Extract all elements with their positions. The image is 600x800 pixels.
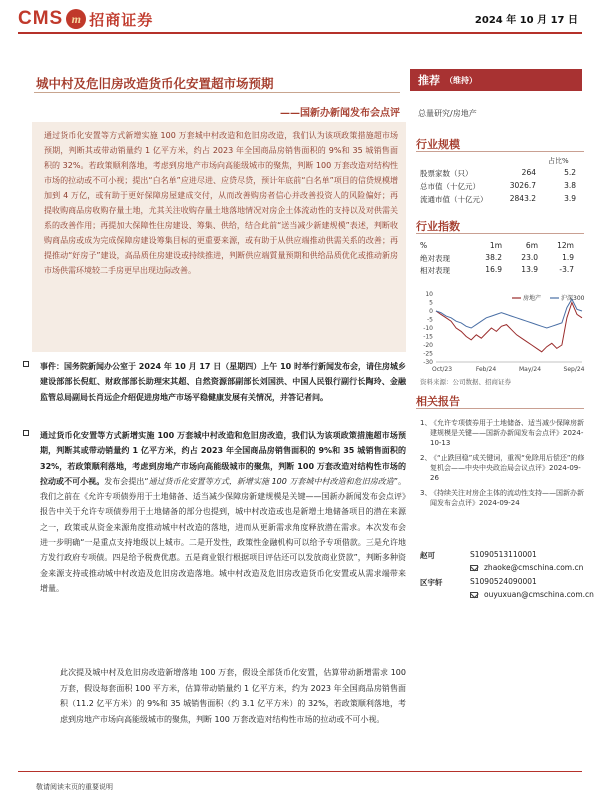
- scale-unit: 占比%: [548, 157, 569, 165]
- scale-row: [420, 168, 580, 179]
- perf-row-6m: 13.9: [521, 265, 538, 274]
- bullet-analysis: [40, 428, 406, 596]
- bullet-event-lead: 事件：: [40, 362, 65, 371]
- report-subtitle: ——国新办新闻发布会点评: [280, 108, 400, 119]
- y-tick-label: 5: [429, 299, 433, 307]
- scale-row: [420, 181, 580, 192]
- related-report-item[interactable]: [420, 453, 588, 483]
- scale-row-value: 264: [521, 168, 536, 177]
- related-report-number: 3、: [420, 489, 432, 497]
- analyst-name: 赵可: [420, 551, 435, 560]
- related-report-title: 《允许专项债券用于土地储备、适当减少保障房新建规模是关键——国新办新闻发布会点评》2024-10-13: [430, 419, 584, 447]
- y-tick-label: 10: [425, 291, 433, 298]
- logo-chinese: 招商证券: [89, 10, 154, 29]
- analyst-email-text[interactable]: zhaoke@cmschina.com.cn: [484, 563, 584, 572]
- legend-label: 房地产: [523, 295, 542, 302]
- x-tick-label: May/24: [518, 366, 542, 373]
- perf-row-12m: 1.9: [562, 253, 574, 262]
- rating-box: [410, 69, 582, 91]
- y-tick-label: -5: [427, 316, 433, 324]
- scale-section-title: 行业规模: [416, 138, 460, 151]
- y-tick-label: -25: [423, 350, 433, 358]
- perf-row-1m: 16.9: [485, 265, 502, 274]
- bullet-analysis-tail: ”。我们之前在《允许专项债券用于土地储备、适当减少保障房新建规模是关键——国新办新闻发布会点评》报告中关于允许专项债券用于土地储备的部分也提到，城中村改造或也是新增土地储备项目的潜在来源之一，政策或从资金来源角度推动城中村改造的落地，进而从更新需求角度释放潜在需求。本次发布会进一步明确“一是重点支持地级以上城市。二是开发性，政策性金融机构可以给予专项借款。三是允许地方发行政府专项债。四是给予税费优惠。五是商业银行根据项目评估还可以发放商业贷款”，判断多种资金来源支持或推动城中村改造及危旧房改造落地。城中村改造及危旧房改造货币化安置或从需求端带来增量。: [40, 476, 407, 593]
- scale-row-value: 2843.2: [509, 194, 536, 203]
- bullet-analysis-text: [40, 428, 406, 596]
- y-tick-label: 0: [429, 308, 433, 315]
- related-section-divider: [416, 408, 584, 409]
- perf-header-12m: 12m: [557, 241, 574, 250]
- analyst-code: S1090513110001: [470, 550, 537, 559]
- analyst-code: S1090524090001: [470, 577, 537, 586]
- logo-latin: CMS: [18, 8, 64, 29]
- mail-icon: [470, 592, 478, 598]
- header-divider: [18, 32, 582, 34]
- perf-header-label: %: [420, 241, 428, 250]
- estimate-paragraph: 此次提及城中村及危旧房改造新增落地 100 万套，假设全部货币化安置，估算带动新增需求 100 万套，假设每套面积 100 平方米，估算带动销量约 1 亿平方米，约为 2023 年全国商品房销售面积（11.2 亿平方米）的 9%和 35 城销售面积（约 3.1 亿平方米）的 32%，若政策顺利落地，考虑到房地产市场向高能级城市的聚焦，判断 100 万套改造对结构性市场的拉动或不可小视。: [60, 668, 406, 724]
- related-report-number: 2、: [420, 454, 432, 462]
- x-tick-label: Feb/24: [475, 366, 497, 373]
- perf-section-divider: [416, 233, 584, 234]
- summary-text: 通过货币化安置等方式新增实施 100 万套城中村改造和危旧房改造，我们认为该项政策措施超市场预期，判断其或带动销量约 1 亿平方米，约占 2023 年全国商品房销售面积的 9%和 35 城销售面积的 32%。若政策顺利落地，考虑到房地产市场向高能级城市的聚焦，判断 100 万套改造对结构性市场的拉动或不可小视；提出“白名单”应进尽进、应贷尽贷，预计年底前“白名单”项目的信贷规模增加到 4 万亿，或有助于更好保障房屋建成交付，从而改善购房者信心并改善投资人的风险偏好；再提收购商品房收购存量土地，尤其关注收购存量土地落地情况对房企土体流动性的支持以及对供需关系的改善作用；再提加大保障性住房建设、筹集、供给，结合此前“送当减少新建规模”表述，判断收购商品房或成为完成保障房建设筹集目标的更重要来源，或有助于从供应端推动供需关系的改善；再提推动“好房子”建设，高品质住房建设或持续推进，判断供应端質量预期和供给品质优化或推动新房市场供需环境较二手房更早出现边际改善。: [44, 131, 398, 275]
- scale-section-divider: [416, 151, 584, 152]
- analyst-email-text[interactable]: ouyuxuan@cmschina.com.cn: [484, 590, 594, 599]
- perf-section-title: 行业指数: [416, 220, 460, 233]
- related-report-title: 《持续关注对房企主体的流动性支持——国新办新闻发布会点评》2024-09-24: [430, 489, 584, 507]
- analyst-entry: [420, 550, 537, 561]
- analyst-name: 区宇轩: [420, 578, 443, 587]
- industry-path: 总量研究/房地产: [418, 109, 477, 118]
- scale-row-label: 总市值（十亿元）: [420, 182, 480, 191]
- y-tick-label: -20: [423, 342, 433, 349]
- x-tick-label: Oct/23: [431, 366, 453, 373]
- scale-row-label: 股票家数（只）: [420, 169, 473, 178]
- perf-row-1m: 38.2: [485, 253, 502, 262]
- related-section-title: 相关报告: [416, 395, 460, 408]
- scale-row-share: 3.9: [564, 194, 576, 203]
- perf-header-6m: 6m: [525, 241, 538, 250]
- related-report-item[interactable]: [420, 488, 588, 508]
- series-line-csi300: [436, 299, 582, 328]
- bullet-square-icon: [23, 361, 29, 367]
- scale-row-share: 5.2: [564, 168, 576, 177]
- analyst-email[interactable]: [470, 590, 594, 599]
- chart-source: 资料来源：公司数据、招商证券: [420, 378, 511, 386]
- index-performance-chart: [416, 290, 586, 376]
- y-tick-label: -30: [423, 359, 433, 366]
- perf-header-1m: 1m: [489, 241, 502, 250]
- series-line-property: [436, 303, 582, 352]
- scale-row: [420, 194, 580, 205]
- report-title: 城中村及危旧房改造货币化安置超市场预期: [36, 76, 274, 91]
- footer-note: 敬请阅读末页的重要说明: [36, 783, 113, 791]
- perf-row: [420, 253, 580, 264]
- summary-box: [32, 122, 406, 352]
- y-tick-label: -15: [423, 333, 433, 341]
- bullet-analysis-normal: 发布会提出“: [104, 476, 149, 486]
- related-report-title: 《“止跌回稳”成关键词，重视“免除用后偿还”的修复机会——中央中央政治局会议点评》2024-09-26: [430, 454, 585, 482]
- legend-label: 沪深300: [561, 295, 585, 302]
- title-divider: [34, 92, 400, 93]
- related-report-number: 1、: [420, 419, 432, 427]
- related-report-list: [420, 418, 588, 513]
- bullet-event: [40, 359, 406, 405]
- bullet-square-icon: [23, 430, 29, 436]
- perf-row-12m: -3.7: [559, 265, 574, 274]
- scale-row-label: 流通市值（十亿元）: [420, 195, 488, 204]
- perf-row-label: 绝对表现: [420, 254, 450, 263]
- scale-row-value: 3026.7: [509, 181, 536, 190]
- bullet-event-text: [40, 359, 406, 405]
- report-date: 2024 年 10 月 17 日: [474, 15, 578, 26]
- rating-label: 推荐: [418, 74, 440, 87]
- bullet-analysis-quote: 通过货币化安置等方式，新增实施 100 万套城中村改造和危旧房改造: [148, 476, 394, 486]
- perf-header-row: [420, 241, 580, 250]
- x-tick-label: Sep/24: [563, 366, 585, 373]
- scale-row-share: 3.8: [564, 181, 576, 190]
- perf-row-6m: 23.0: [521, 253, 538, 262]
- analyst-entry: [420, 577, 537, 588]
- bullet-analysis-bold: 通过货币化安置等方式新增实施 100 万套城中村改造和危旧房改造，我们认为该项政策措施超市场预期，判断其或带动销量约 1 亿平方米，约占 2023 年全国商品房销售面积的 9%和 35 城销售面积的 32%，若政策顺利落地，考虑到房地产市场向高能级城市的聚焦，判断 100 万套改造对结构性市场的拉动或不可小视。: [40, 431, 406, 486]
- perf-row-label: 相对表现: [420, 266, 450, 275]
- related-report-item[interactable]: [420, 418, 588, 448]
- perf-row: [420, 265, 580, 276]
- rating-value: （维持）: [445, 75, 477, 85]
- analyst-email[interactable]: [470, 563, 583, 572]
- bullet-event-body: 国务院新闻办公室于 2024 年 10 月 17 日（星期四）上午 10 时举行新闻发布会，请住房城乡建设部部长倪虹、财政部部长助理宋其超、自然资源部副部长刘国洪、中国人民银行副行长陶玲、金融监管总局副局长肖远企介绍促进房地产市场平稳健康发展有关情况，并答记者问。: [40, 362, 407, 402]
- y-tick-label: -10: [423, 325, 433, 332]
- footer-divider: [18, 771, 582, 772]
- mail-icon: [470, 565, 478, 571]
- company-logo: [18, 6, 153, 32]
- logo-mark-icon: m: [66, 9, 86, 29]
